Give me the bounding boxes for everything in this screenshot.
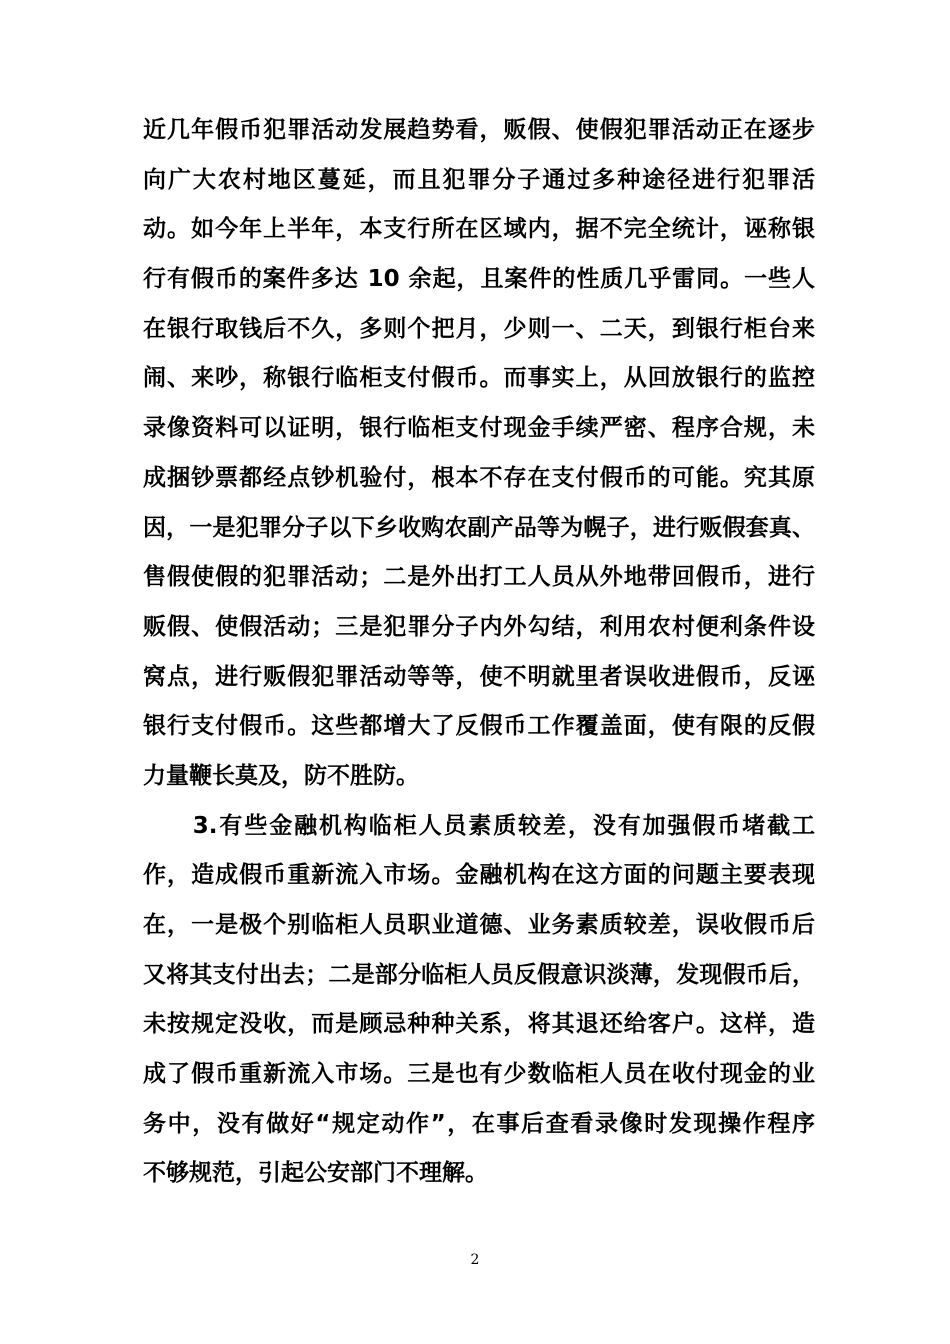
- text-line: 动。如今年上半年，本支行所在区域内，据不完全统计，诬称银: [143, 216, 815, 243]
- paragraph-1: [143, 106, 815, 802]
- text-line: 不够规范，引起公安部门不理解。: [143, 1160, 488, 1187]
- text-line: 3.有些金融机构临柜人员素质较差，没有加强假币堵截工: [143, 812, 815, 839]
- text-line: 务中，没有做好“规定动作”，在事后查看录像时发现操作程序: [143, 1110, 815, 1137]
- text-line: 又将其支付出去；二是部分临柜人员反假意识淡薄，发现假币后，: [143, 961, 815, 988]
- page-number: 2: [470, 1252, 480, 1268]
- text-line: 在，一是极个别临柜人员职业道德、业务素质较差，误收假币后: [143, 912, 815, 938]
- document-body: [143, 106, 815, 1199]
- text-line: 银行支付假币。这些都增大了反假币工作覆盖面，使有限的反假: [143, 713, 815, 740]
- paragraph-2: [143, 802, 815, 1200]
- text-line: 闹、来吵，称银行临柜支付假币。而事实上，从回放银行的监控: [143, 365, 815, 392]
- text-line: 在银行取钱后不久，多则个把月，少则一、二天，到银行柜台来: [143, 315, 815, 342]
- text-line: 贩假、使假活动；三是犯罪分子内外勾结，利用农村便利条件设: [143, 613, 815, 640]
- text-line: 未按规定没收，而是顾忌种种关系，将其退还给客户。这样，造: [143, 1011, 815, 1038]
- text-line: 售假使假的犯罪活动；二是外出打工人员从外地带回假币，进行: [143, 564, 815, 591]
- text-line: 窝点，进行贩假犯罪活动等等，使不明就里者误收进假币，反诬: [143, 663, 815, 690]
- text-line: 向广大农村地区蔓延，而且犯罪分子通过多种途径进行犯罪活: [143, 166, 815, 193]
- text-line: 力量鞭长莫及，防不胜防。: [143, 762, 419, 789]
- text-line: 录像资料可以证明，银行临柜支付现金手续严密、程序合规，未: [143, 415, 815, 442]
- text-line: 近几年假币犯罪活动发展趋势看，贩假、使假犯罪活动正在逐步: [143, 117, 815, 143]
- text-line: 成捆钞票都经点钞机验付，根本不存在支付假币的可能。究其原: [143, 464, 815, 491]
- text-line: 成了假币重新流入市场。三是也有少数临柜人员在收付现金的业: [143, 1061, 815, 1088]
- text-line: 作，造成假币重新流入市场。金融机构在这方面的问题主要表现: [143, 862, 815, 889]
- text-line: 因，一是犯罪分子以下乡收购农副产品等为幌子，进行贩假套真、: [143, 514, 815, 541]
- text-line: 行有假币的案件多达 10 余起，且案件的性质几乎雷同。一些人: [143, 266, 815, 293]
